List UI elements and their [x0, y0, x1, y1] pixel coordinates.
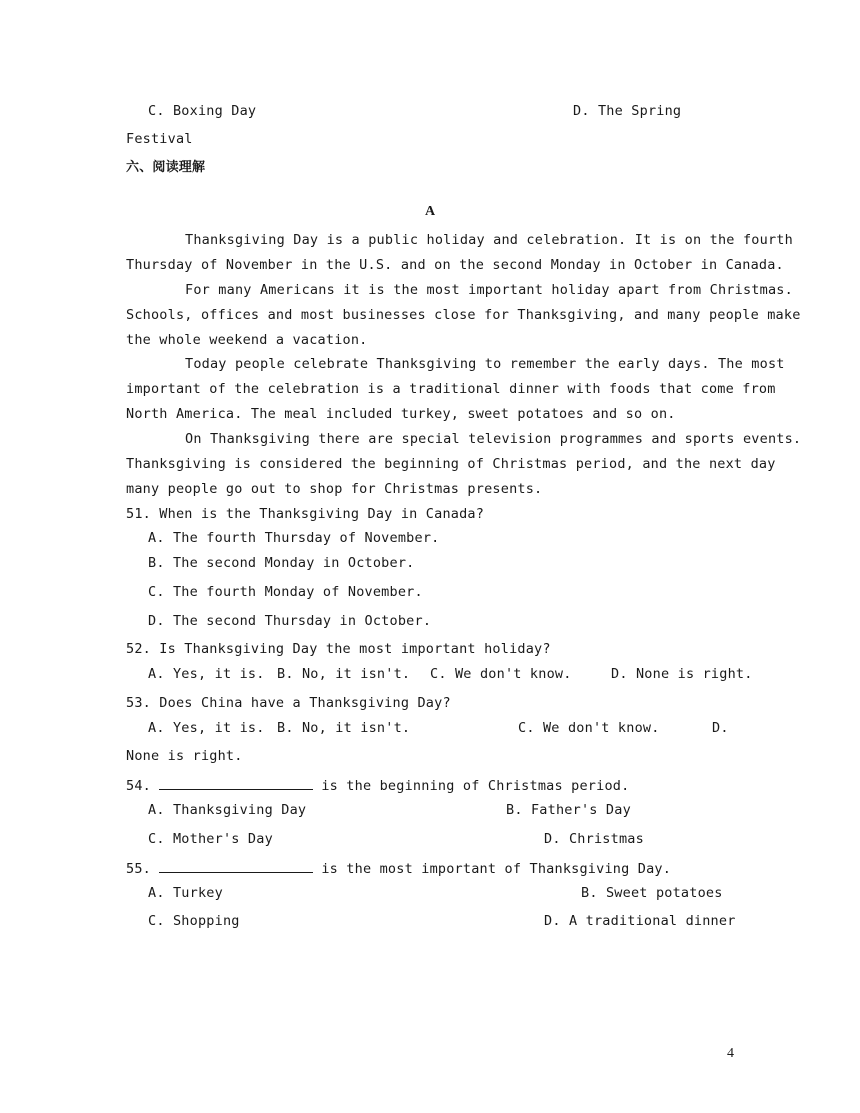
prev-option-d: D. The Spring	[573, 103, 682, 119]
question-54-stem	[126, 776, 629, 795]
question-54-number: 54.	[126, 778, 151, 794]
question-54-option-d: D. Christmas	[544, 831, 644, 847]
passage-line: Thursday of November in the U.S. and on the second Monday in October in Canada.	[126, 257, 784, 273]
question-54-option-b: B. Father's Day	[506, 802, 631, 818]
question-53-option-b: B. No, it isn't.	[277, 720, 411, 736]
question-55-option-d: D. A traditional dinner	[544, 913, 736, 929]
passage-line: important of the celebration is a traditional dinner with foods that come from	[126, 381, 776, 397]
passage-line: On Thanksgiving there are special television programmes and sports events.	[185, 431, 802, 447]
question-53-option-d-continuation: None is right.	[126, 748, 243, 764]
prev-option-d-continuation: Festival	[126, 131, 193, 147]
question-53-option-a: A. Yes, it is.	[148, 720, 265, 736]
prev-option-c: C. Boxing Day	[148, 103, 257, 119]
passage-line: the whole weekend a vacation.	[126, 332, 368, 348]
passage-line: Thanksgiving Day is a public holiday and celebration. It is on the fourth	[185, 232, 793, 248]
question-52-stem: 52. Is Thanksgiving Day the most important holiday?	[126, 641, 551, 657]
passage-line: North America. The meal included turkey, sweet potatoes and so on.	[126, 406, 676, 422]
question-55-number: 55.	[126, 861, 151, 877]
question-54-stem-text: is the beginning of Christmas period.	[321, 778, 630, 794]
answer-blank	[159, 776, 313, 790]
answer-blank	[159, 859, 313, 873]
question-54-option-c: C. Mother's Day	[148, 831, 273, 847]
question-53-stem: 53. Does China have a Thanksgiving Day?	[126, 695, 451, 711]
passage-line: Thanksgiving is considered the beginning of Christmas period, and the next day	[126, 456, 776, 472]
question-51-option-d: D. The second Thursday in October.	[148, 613, 432, 629]
question-53-option-c: C. We don't know.	[518, 720, 660, 736]
question-53-option-d: D.	[712, 720, 729, 736]
question-52-option-d: D. None is right.	[611, 666, 753, 682]
passage-line: Today people celebrate Thanksgiving to remember the early days. The most	[185, 356, 785, 372]
passage-line: For many Americans it is the most important holiday apart from Christmas.	[185, 282, 793, 298]
question-55-stem	[126, 859, 671, 878]
question-52-option-c: C. We don't know.	[430, 666, 572, 682]
passage-title: A	[425, 204, 436, 219]
question-51-stem: 51. When is the Thanksgiving Day in Canada?	[126, 506, 485, 522]
passage-line: Schools, offices and most businesses close for Thanksgiving, and many people make	[126, 307, 801, 323]
page-number: 4	[727, 1046, 735, 1061]
question-55-option-a: A. Turkey	[148, 885, 223, 901]
passage-line: many people go out to shop for Christmas presents.	[126, 481, 543, 497]
question-54-option-a: A. Thanksgiving Day	[148, 802, 307, 818]
question-52-option-a: A. Yes, it is.	[148, 666, 265, 682]
question-51-option-c: C. The fourth Monday of November.	[148, 584, 423, 600]
question-55-option-b: B. Sweet potatoes	[581, 885, 723, 901]
question-52-option-b: B. No, it isn't.	[277, 666, 411, 682]
question-51-option-a: A. The fourth Thursday of November.	[148, 530, 440, 546]
section-heading: 六、阅读理解	[126, 160, 206, 175]
question-55-option-c: C. Shopping	[148, 913, 240, 929]
question-51-option-b: B. The second Monday in October.	[148, 555, 415, 571]
question-55-stem-text: is the most important of Thanksgiving Day.	[321, 861, 672, 877]
